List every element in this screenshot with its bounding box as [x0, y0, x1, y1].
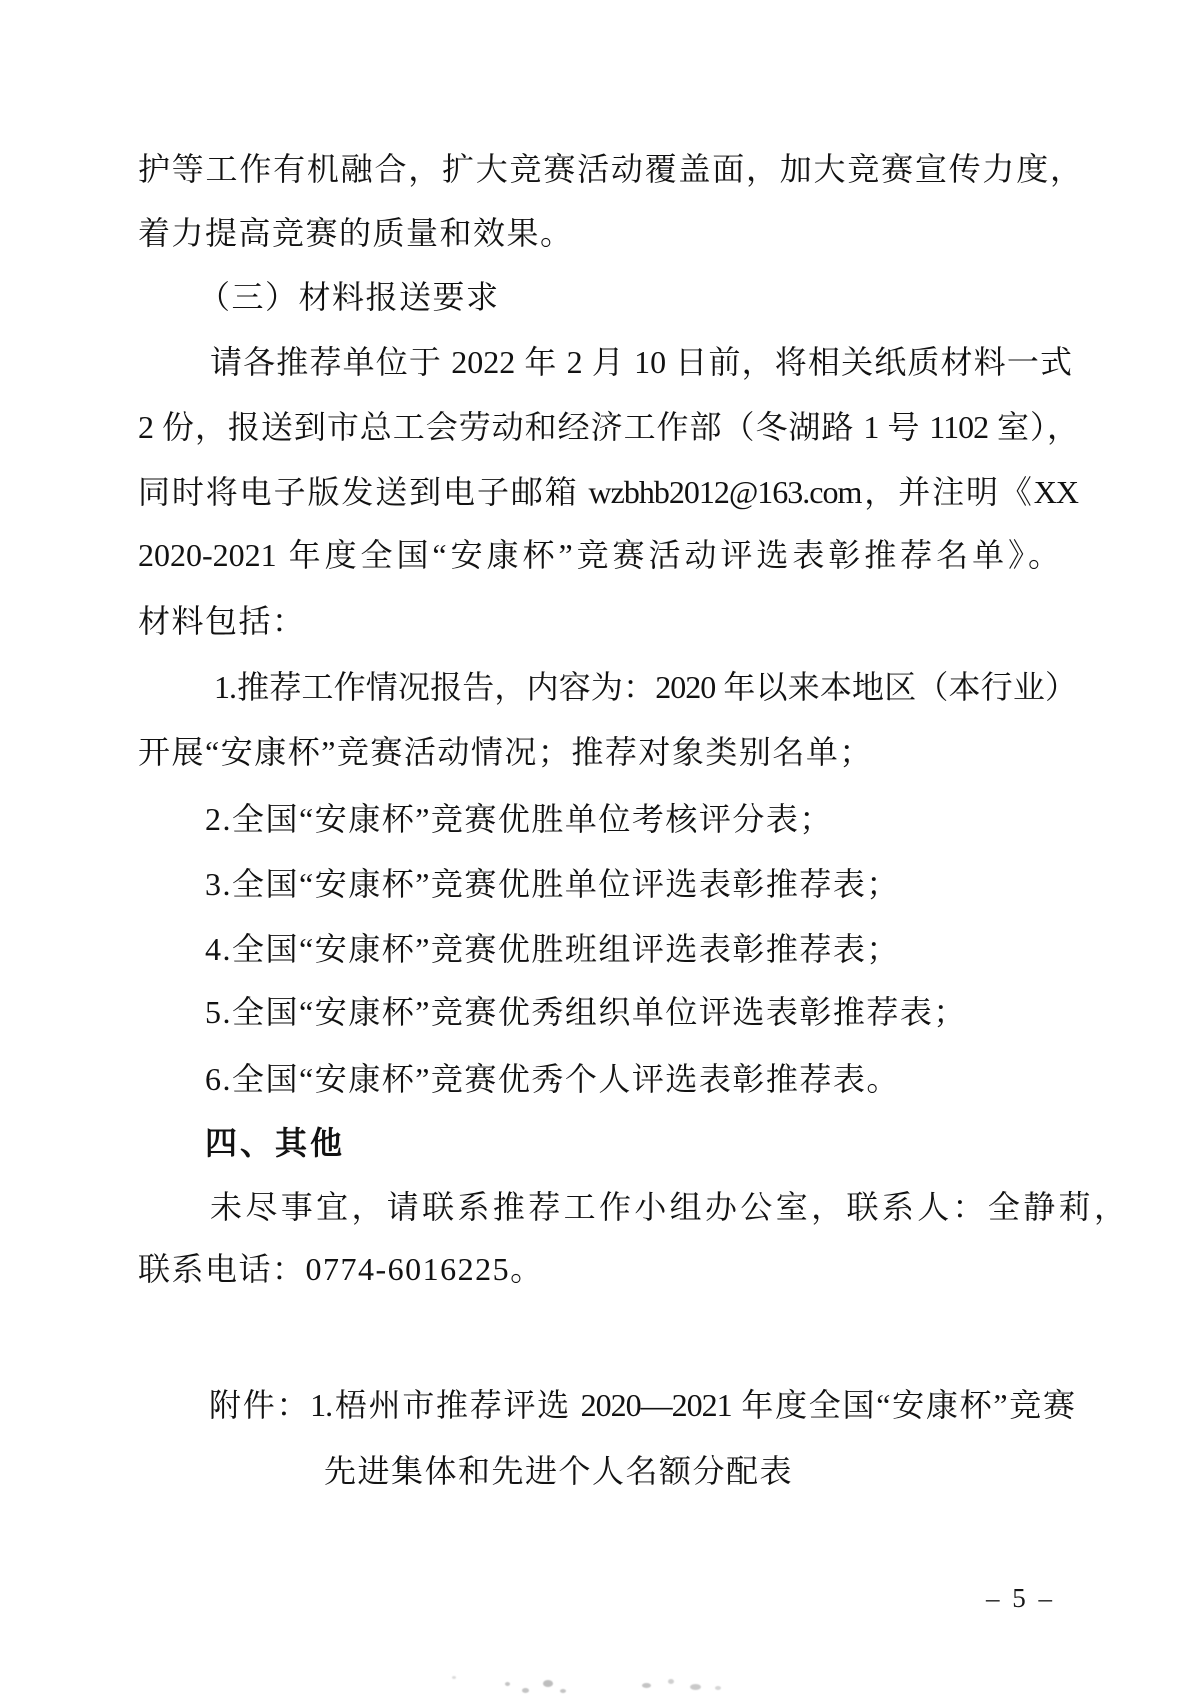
- scan-noise-speck: [642, 1683, 651, 1688]
- attachment-line: 附件：1.梧州市推荐评选 2020—2021 年度全国“安康杯”竞赛: [209, 1387, 1074, 1423]
- list-item: 开展“安康杯”竞赛活动情况；推荐对象类别名单；: [138, 734, 873, 770]
- scan-noise-speck: [452, 1676, 456, 1679]
- body-line: 着力提高竞赛的质量和效果。: [138, 215, 574, 251]
- list-item: 3.全国“安康杯”竞赛优胜单位评选表彰推荐表；: [205, 866, 900, 902]
- list-item: 5.全国“安康杯”竞赛优秀组织单位评选表彰推荐表；: [205, 994, 967, 1030]
- body-line: 护等工作有机融合，扩大竞赛活动覆盖面，加大竞赛宣传力度，: [138, 151, 1082, 187]
- scan-noise-speck: [668, 1679, 674, 1684]
- body-line: 同时将电子版发送到电子邮箱 wzbhb2012@163.com，并注明《XX: [138, 474, 1078, 510]
- list-item: 1.推荐工作情况报告，内容为：2020 年以来本地区（本行业）: [214, 669, 1076, 705]
- body-line: 2 份，报送到市总工会劳动和经济工作部（冬湖路 1 号 1102 室），: [138, 409, 1078, 445]
- section-heading: 四、其他: [205, 1125, 346, 1161]
- list-item: 2.全国“安康杯”竞赛优胜单位考核评分表；: [205, 801, 833, 837]
- body-line: 材料包括：: [138, 603, 306, 639]
- scan-noise-speck: [543, 1680, 553, 1687]
- scan-noise-speck: [522, 1688, 529, 1693]
- scan-noise-speck: [715, 1686, 721, 1690]
- body-line: 请各推荐单位于 2022 年 2 月 10 日前，将相关纸质材料一式: [210, 344, 1072, 380]
- list-item: 4.全国“安康杯”竞赛优胜班组评选表彰推荐表；: [205, 931, 900, 967]
- page-number: – 5 –: [986, 1583, 1055, 1613]
- list-item: 6.全国“安康杯”竞赛优秀个人评选表彰推荐表。: [205, 1061, 900, 1097]
- scan-noise-speck: [560, 1689, 566, 1693]
- contact-phone-line: 联系电话：0774-6016225。: [138, 1251, 544, 1287]
- attachment-line: 先进集体和先进个人名额分配表: [324, 1453, 794, 1489]
- scan-noise-speck: [690, 1684, 701, 1690]
- scan-noise-speck: [505, 1682, 510, 1686]
- body-line: 未尽事宜，请联系推荐工作小组办公室，联系人：全静莉，: [210, 1189, 1126, 1225]
- subsection-heading: （三）材料报送要求: [198, 279, 500, 315]
- body-line: 2020-2021 年度全国“安康杯”竞赛活动评选表彰推荐名单》。: [138, 537, 1060, 573]
